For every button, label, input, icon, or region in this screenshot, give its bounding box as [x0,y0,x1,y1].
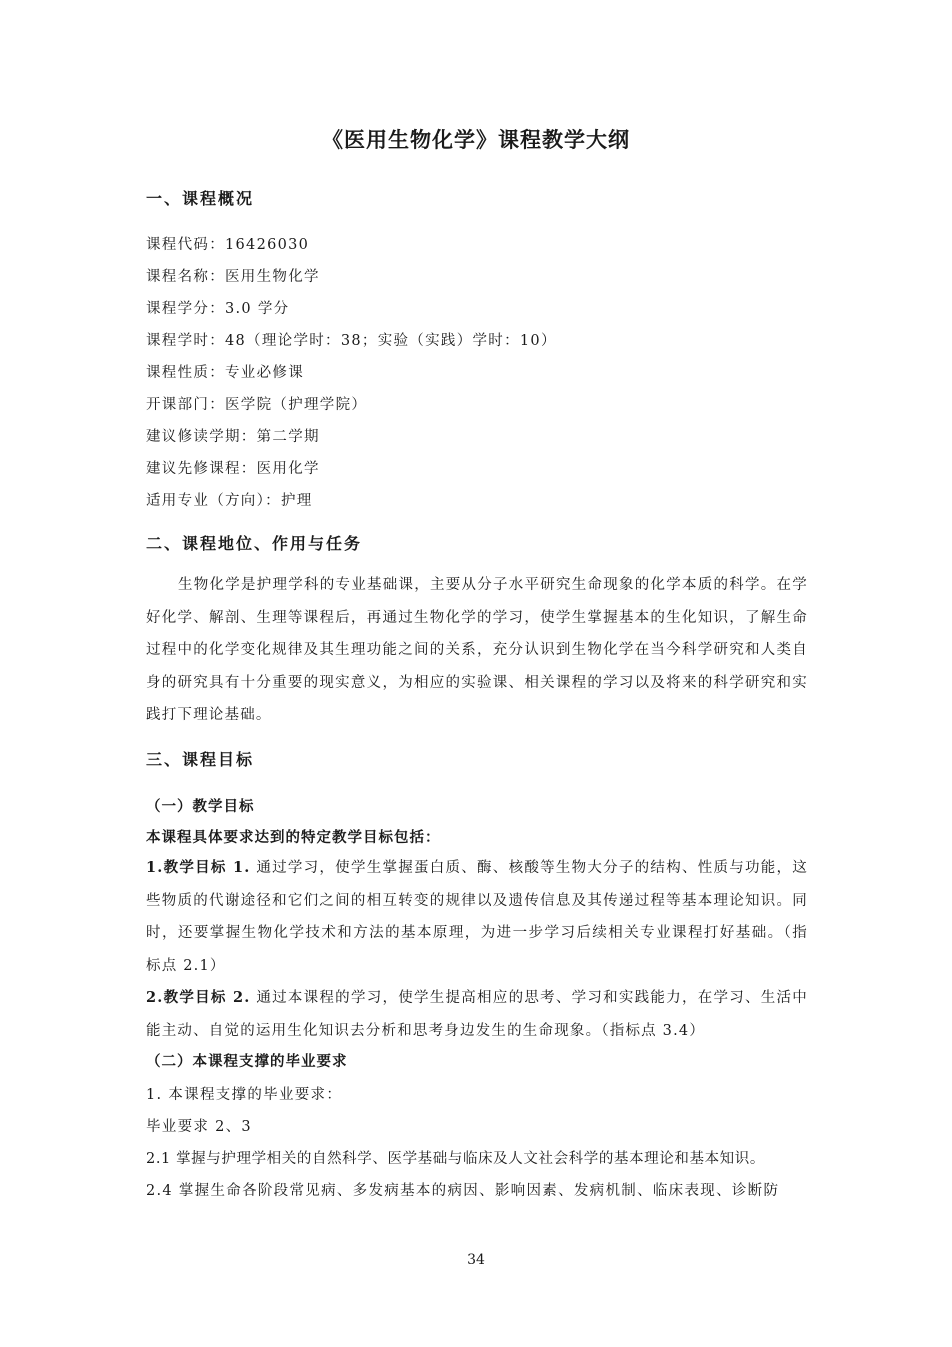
subsection-graduation-requirements: （二）本课程支撑的毕业要求 [146,1053,348,1070]
course-info-item: 课程名称：医用生物化学 [146,269,320,285]
requirement-2-4: 2.4 掌握生命各阶段常见病、多发病基本的病因、影响因素、发病机制、临床表现、诊断防 [146,1183,780,1199]
section-2-body: 生物化学是护理学科的专业基础课，主要从分子水平研究生命现象的化学本质的科学。在学好化学、解剖、生理等课程后，再通过生物化学的学习，使学生掌握基本的生化知识，了解生命过程中的化学变化规律及其生理功能之间的关系，充分认识到生物化学在当今科学研究和人类自身的研究具有十分重要的现实意义，为相应的实验课、相关课程的学习以及将来的科学研究和实践打下理论基础。 [146,577,808,723]
course-info-item: 开课部门：医学院（护理学院） [146,397,368,413]
course-info-item: 建议修读学期：第二学期 [146,429,320,445]
subsection-teaching-goals: （一）教学目标 [146,798,255,815]
goal-1-label: 1.教学目标 1. [146,859,251,876]
requirements-intro: 1. 本课程支撑的毕业要求： [146,1087,343,1103]
teaching-goal-2 [146,982,808,1047]
section-2-heading: 二、课程地位、作用与任务 [146,534,363,553]
requirement-2-1: 2.1 掌握与护理学相关的自然科学、医学基础与临床及人文社会科学的基本理论和基本知识。 [146,1151,765,1167]
course-info-item: 课程代码：16426030 [146,237,310,253]
course-info-item: 适用专业（方向）：护理 [146,493,313,509]
course-info-item: 课程学时：48（理论学时：38；实验（实践）学时：10） [146,333,557,349]
requirements-list: 毕业要求 2、3 [146,1119,252,1135]
page-title: 《医用生物化学》课程教学大纲 [322,127,630,152]
teaching-goal-1 [146,852,808,982]
page-number: 34 [467,1252,485,1268]
goals-intro: 本课程具体要求达到的特定教学目标包括： [146,829,441,846]
course-info-item: 课程性质：专业必修课 [146,365,304,381]
section-3-heading: 三、课程目标 [146,750,255,769]
section-1-heading: 一、课程概况 [146,189,255,208]
goal-2-text: 通过本课程的学习，使学生提高相应的思考、学习和实践能力，在学习、生活中能主动、自觉的运用生化知识去分析和思考身边发生的生命现象。（指标点 3.4） [146,990,808,1039]
course-info-item: 课程学分：3.0 学分 [146,301,290,317]
course-info-item: 建议先修课程：医用化学 [146,461,320,477]
goal-1-text: 通过学习，使学生掌握蛋白质、酶、核酸等生物大分子的结构、性质与功能，这些物质的代谢途径和它们之间的相互转变的规律以及遗传信息及其传递过程等基本理论知识。同时，还要掌握生物化学技术和方法的基本原理，为进一步学习后续相关专业课程打好基础。（指标点 2.1） [146,860,808,974]
goal-2-label: 2.教学目标 2. [146,989,251,1006]
